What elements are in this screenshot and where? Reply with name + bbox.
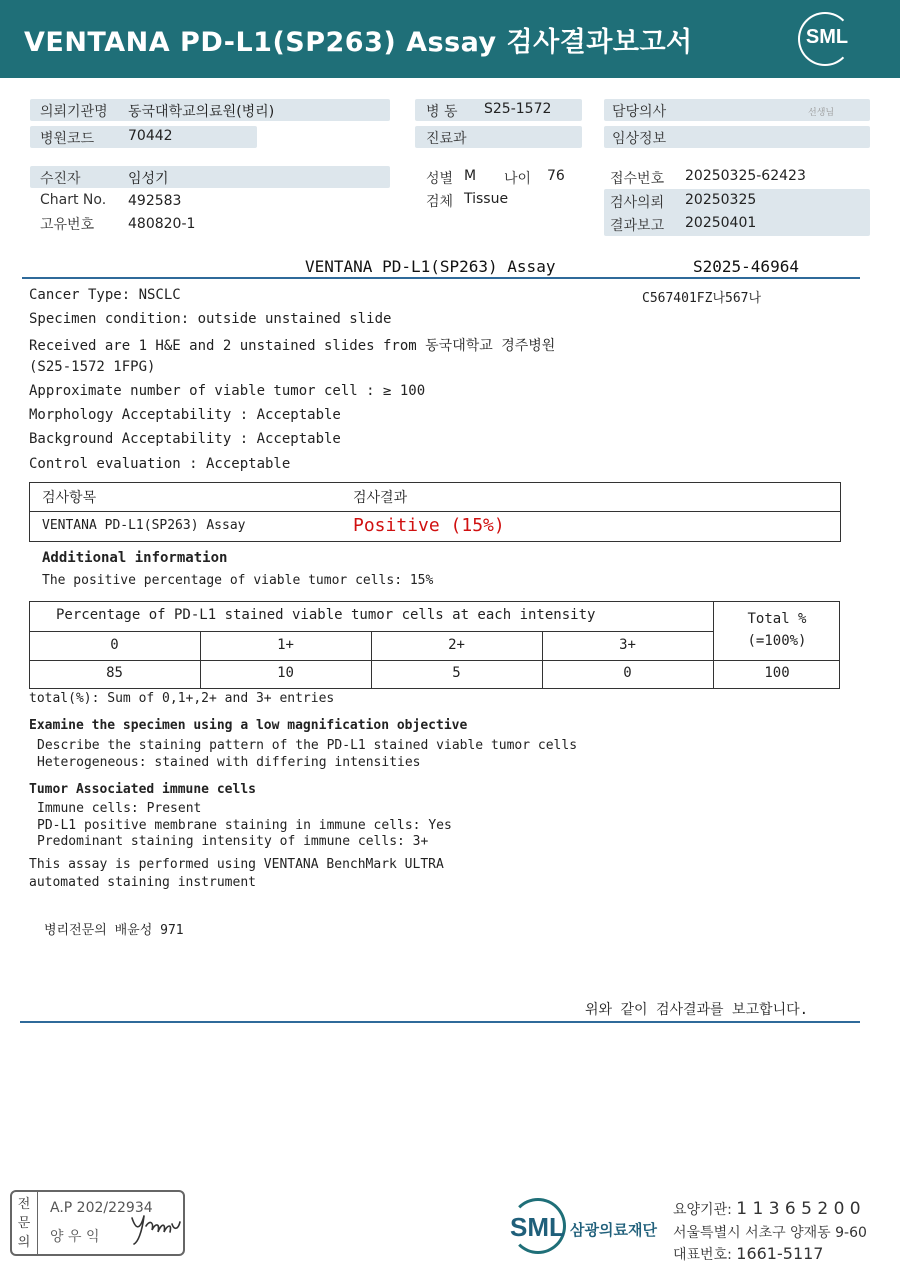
result-col-item-header: 검사항목 <box>42 490 97 506</box>
immune-line: Immune cells: Present <box>37 801 202 816</box>
assay-line: This assay is performed using VENTANA BenchMark ULTRA <box>29 857 444 872</box>
phone-info <box>673 1244 823 1264</box>
intensity-value-1: 10 <box>277 665 294 681</box>
result-table-divider <box>29 511 841 512</box>
patient-value: 임성기 <box>128 171 169 187</box>
institution-label: 의뢰기관명 <box>40 104 108 120</box>
total-header: Total % <box>747 611 807 627</box>
stamp-label: 전 문 의 <box>17 1197 31 1250</box>
intensity-col-1: 1+ <box>277 637 294 653</box>
report-line: Control evaluation : Acceptable <box>29 456 291 472</box>
intensity-col-2: 2+ <box>448 637 465 653</box>
report-line: Cancer Type: NSCLC <box>29 287 181 303</box>
result-col-result-header: 검사결과 <box>353 490 408 506</box>
immune-title: Tumor Associated immune cells <box>29 782 256 797</box>
report-header-title: VENTANA PD-L1(SP263) Assay 검사결과보고서 <box>24 27 693 58</box>
intensity-header: Percentage of PD-L1 stained viable tumor cells at each intensity <box>56 607 596 623</box>
report-date-value: 20250401 <box>685 215 757 231</box>
intensity-total: 100 <box>764 665 790 681</box>
phone-label: 대표번호: <box>673 1247 737 1263</box>
closing-rule <box>20 1021 860 1023</box>
specimen-value: Tissue <box>464 191 509 207</box>
hospital-code-label: 병원코드 <box>40 131 95 147</box>
immune-line: PD-L1 positive membrane staining in immune cells: Yes <box>37 818 452 833</box>
id-label: 고유번호 <box>40 217 95 233</box>
title-rule <box>22 277 860 279</box>
examine-title: Examine the specimen using a low magnification objective <box>29 718 468 733</box>
reception-value: 20250325-62423 <box>685 168 806 184</box>
total-note: total(%): Sum of 0,1+,2+ and 3+ entries <box>29 691 335 706</box>
intensity-table-hline <box>29 660 840 661</box>
additional-text: The positive percentage of viable tumor cells: 15% <box>42 573 434 588</box>
footer-org-name: 삼광의료재단 <box>570 1221 657 1239</box>
doctor-suffix: 선생님 <box>808 108 835 118</box>
examine-line: Heterogeneous: stained with differing intensities <box>37 755 421 770</box>
request-date-value: 20250325 <box>685 192 757 208</box>
additional-title: Additional information <box>42 550 228 566</box>
department-label: 진료과 <box>426 131 467 147</box>
intensity-col-3: 3+ <box>619 637 636 653</box>
intensity-value-3: 0 <box>623 665 632 681</box>
sex-value: M <box>464 168 477 184</box>
intensity-value-0: 85 <box>106 665 123 681</box>
agency-value: 1 1 3 6 5 2 0 0 <box>736 1199 861 1219</box>
stamp-name: 양 우 익 <box>50 1229 100 1245</box>
intensity-col-0: 0 <box>110 637 119 653</box>
total-header-sub: (=100%) <box>747 633 807 649</box>
report-title: VENTANA PD-L1(SP263) Assay <box>305 257 556 276</box>
pathologist: 병리전문의 배윤성 971 <box>44 923 184 938</box>
age-value: 76 <box>547 168 565 184</box>
report-header <box>0 0 900 78</box>
reception-label: 접수번호 <box>610 171 665 187</box>
specimen-label: 검체 <box>426 194 454 210</box>
report-date-label: 결과보고 <box>610 218 665 234</box>
id-value: 480820-1 <box>128 216 196 232</box>
clinical-info-label: 임상정보 <box>612 131 667 147</box>
result-value: Positive (15%) <box>353 515 505 536</box>
report-line: Background Acceptability : Acceptable <box>29 431 341 447</box>
specimen-code: C567401FZ나567나 <box>642 291 762 306</box>
report-line: Morphology Acceptability : Acceptable <box>29 407 341 423</box>
phone-value: 1661-5117 <box>736 1244 824 1263</box>
agency-label: 요양기관: <box>673 1202 737 1218</box>
intensity-value-2: 5 <box>452 665 461 681</box>
immune-line: Predominant staining intensity of immune cells: 3+ <box>37 834 429 849</box>
ward-label: 병 동 <box>426 104 458 120</box>
age-label: 나이 <box>504 171 532 187</box>
report-line: Received are 1 H&E and 2 unstained slides from 동국대학교 경주병원 <box>29 338 556 354</box>
patient-bar <box>30 166 390 188</box>
case-number: S2025-46964 <box>693 257 799 276</box>
examine-line: Describe the staining pattern of the PD-L1 stained viable tumor cells <box>37 738 578 753</box>
sex-label: 성별 <box>426 171 454 187</box>
chart-label: Chart No. <box>40 192 107 208</box>
doctor-label: 담당의사 <box>612 104 667 120</box>
chart-value: 492583 <box>128 193 182 209</box>
ward-value: S25-1572 <box>484 101 552 117</box>
report-line: Specimen condition: outside unstained slide <box>29 311 392 327</box>
result-item: VENTANA PD-L1(SP263) Assay <box>42 518 246 533</box>
signature-image <box>128 1206 184 1248</box>
stamp-code: A.P 202/22934 <box>50 1200 153 1216</box>
footer-address: 서울특별시 서초구 양재동 9-60 <box>673 1225 867 1241</box>
closing-statement: 위와 같이 검사결과를 보고합니다. <box>585 1002 809 1018</box>
request-date-label: 검사의뢰 <box>610 195 665 211</box>
report-line: (S25-1572 1FPG) <box>29 359 156 375</box>
hospital-code-value: 70442 <box>128 128 173 144</box>
assay-line: automated staining instrument <box>29 875 256 890</box>
patient-label: 수진자 <box>40 171 81 187</box>
report-line: Approximate number of viable tumor cell : ≥ 100 <box>29 383 426 399</box>
footer-logo: SML <box>510 1212 565 1242</box>
sml-logo: SML <box>805 26 849 48</box>
agency-info <box>673 1199 861 1219</box>
institution-value: 동국대학교의료원(병리) <box>128 104 275 120</box>
